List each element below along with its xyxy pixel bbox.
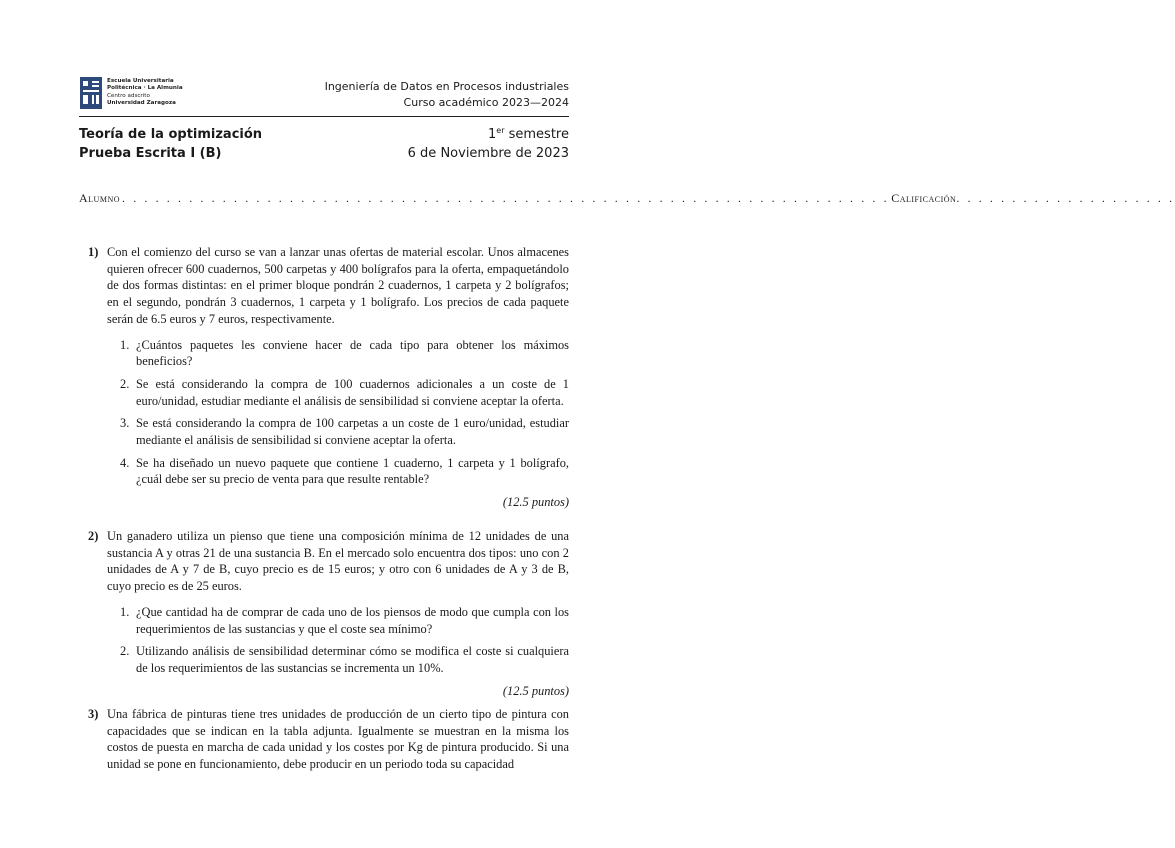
- subquestion: 2. Utilizando análisis de sensibilidad determinar cómo se modifica el coste si cualquiera de los requerimientos de las sustancias se incrementa un 10%.: [120, 644, 569, 675]
- header-divider: [79, 116, 569, 117]
- subquestion: 3. Se está considerando la compra de 100 carpetas a un coste de 1 euro/unidad, estudiar mediante el análisis de sensibilidad si conviene aceptar la oferta.: [120, 416, 569, 448]
- university-logo: Escuela Universitaria Politécnica · La Almunia Centro adscrito Universidad Zaragoza: [80, 77, 200, 109]
- problem-number: 3): [88, 707, 99, 721]
- problem-points: (12.5 puntos): [502, 495, 569, 510]
- grade-label: Calificación: [891, 191, 957, 205]
- problem-3: [79, 706, 569, 773]
- subquestion-list: [107, 337, 569, 489]
- subquestion: 2. Se está considerando la compra de 100 cuadernos adicionales a un coste de 1 euro/unidad, estudiar mediante el análisis de sensibilidad si conviene aceptar la oferta.: [120, 376, 569, 408]
- subquestion-list: [107, 604, 569, 677]
- problem-number: 2): [88, 529, 99, 543]
- student-label: Alumno: [79, 191, 120, 205]
- subquestion: 1. ¿Cuántos paquetes les conviene hacer de cada tipo para obtener los máximos beneficios?: [120, 337, 569, 369]
- problem-statement: Con el comienzo del curso se van a lanzar unas ofertas de material escolar. Unos almacenes quieren ofrecer 600 cuadernos, 500 carpetas y 400 bolígrafos para la oferta, empaquetándolo de dos formas distintas: en el primer bloque pondrán 2 cuadernos, 1 carpeta y 2 bolígrafos; en el segundo, pondrán 3 cuadernos, 1 carpeta y 1 bolígrafo. Los precios de cada paquete serán de 6.5 euros y 7 euros, respectivamente.: [107, 245, 569, 326]
- subquestion: 4. Se ha diseñado un nuevo paquete que contiene 1 cuaderno, 1 carpeta y 1 bolígrafo, ¿cuál debe ser su precio de venta para que resulte rentable?: [120, 455, 569, 487]
- grade-blank[interactable]: . . . . . . . . . . . . . . . . . . . .: [956, 191, 1175, 205]
- semester: 1er semestre: [487, 126, 569, 142]
- problem-number: 1): [88, 245, 99, 259]
- exam-date: 6 de Noviembre de 2023: [407, 146, 569, 161]
- problem-1: [79, 244, 569, 511]
- university-crest-icon: [80, 77, 102, 109]
- degree-name: Ingeniería de Datos en Procesos industriales: [324, 80, 569, 93]
- student-name-blank[interactable]: . . . . . . . . . . . . . . . . . . . . . . . . . . . . . . . . . . . . . . . . . . . . . . . . . . . . . . . . . . . . . . . . . . . . .: [122, 191, 890, 205]
- header-institution-info: [325, 79, 569, 111]
- student-line: [79, 191, 1175, 206]
- subquestion: 1. ¿Que cantidad ha de comprar de cada uno de los piensos de modo que cumpla con los requerimientos de las sustancias y que el coste sea mínimo?: [120, 604, 569, 636]
- academic-year: Curso académico 2023—2024: [403, 96, 569, 109]
- problem-points: (12.5 puntos): [502, 683, 569, 698]
- semester-block: [408, 125, 569, 163]
- course-block: [79, 125, 262, 163]
- exam-title: Prueba Escrita I (B): [79, 146, 222, 161]
- problem-statement: Una fábrica de pinturas tiene tres unidades de producción de un cierto tipo de pintura con capacidades que se indican en la tabla adjunta. Igualmente se muestran en la misma los costos de puesta en marcha de cada unidad y los costes por Kg de pintura producido. Si una unidad se pone en funcionamiento, debe producir en un periodo toda su capacidad: [107, 707, 569, 772]
- course-title: Teoría de la optimización: [79, 127, 263, 142]
- problem-statement: Un ganadero utiliza un pienso que tiene una composición mínima de 12 unidades de una sustancia A y otras 21 de una sustancia B. En el mercado solo encuentra dos tipos: uno con 2 unidades de A y 7 de B, cuyo precio es de 15 euros; y otro con 6 unidades de A y 3 de B, cuyo precio es de 25 euros.: [107, 529, 569, 594]
- problem-2: [79, 528, 569, 699]
